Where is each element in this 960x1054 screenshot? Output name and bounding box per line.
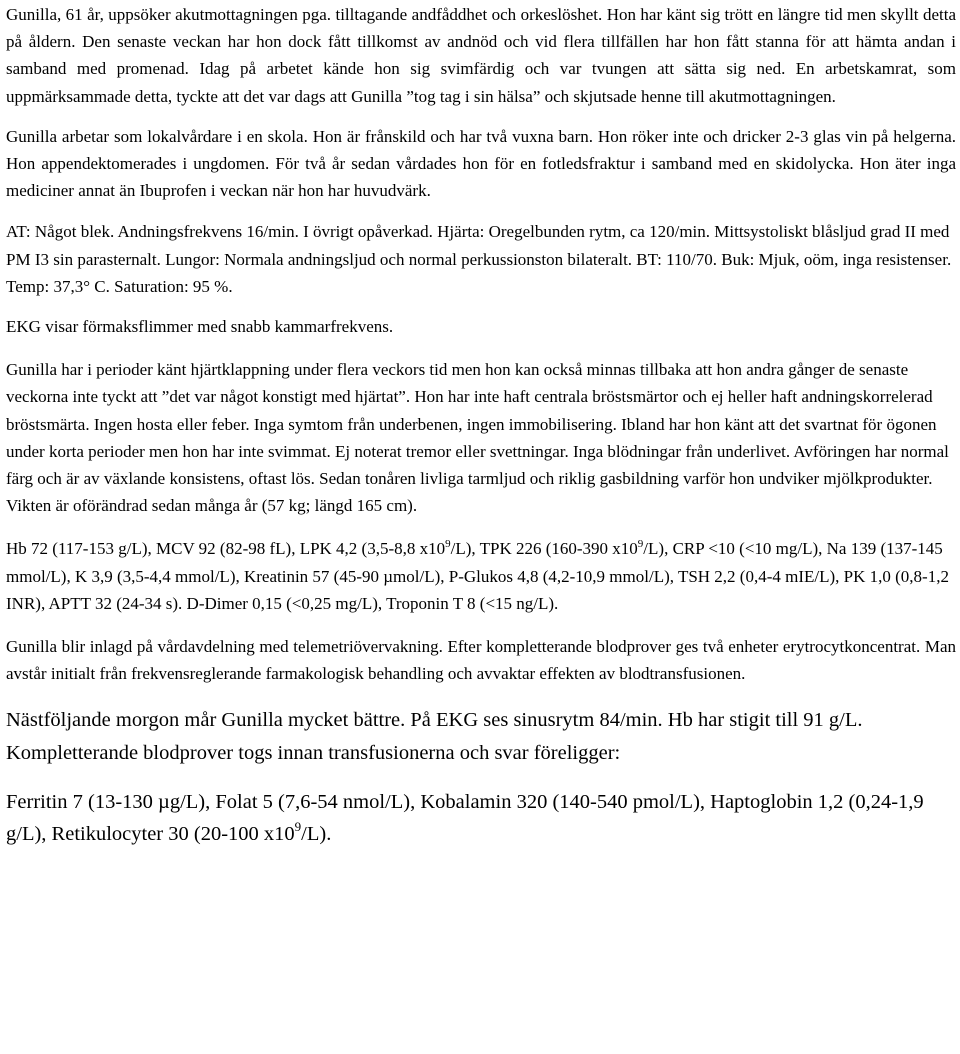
case-intro-paragraph: Gunilla, 61 år, uppsöker akutmottagningen pga. tilltagande andfåddhet och orkeslöshet. Hon har känt sig trött en längre tid men skyllt detta på åldern. Den senaste veckan har hon dock fått tillkomst av andnöd och vid flera tillfällen har hon fått stanna för att hämta andan i samband med promenad. Idag på arbetet kände hon sig svimfärdig och var tvungen att sätta sig ned. En arbetskamrat, som uppmärksammade detta, tyckte att det var dags att Gunilla ”tog tag i sin hälsa” och skjutsade henne till akutmottagningen. xyxy=(6,5,956,106)
exponent: 9 xyxy=(445,538,451,551)
exponent: 9 xyxy=(294,819,302,835)
document-page xyxy=(0,1,960,850)
supplementary-labs-text: /L). xyxy=(301,823,332,846)
lab-results-text: Hb 72 (117-153 g/L), MCV 92 (82-98 fL), LPK 4,2 (3,5-8,8 x10 xyxy=(6,539,446,559)
supplementary-labs-text: Ferritin 7 (13-130 µg/L), Folat 5 (7,6-54 nmol/L), Kobalamin 320 (140-540 pmol/L), Haptoglobin 1,2 (0,24-1,9 g/L), Retikulocyter 30 (20-100 x10 xyxy=(6,791,924,846)
lab-results-text: /L), TPK 226 (160-390 x10 xyxy=(450,539,638,559)
lab-results-text: /L), CRP <10 (<10 mg/L), Na 139 (137-145 mmol/L), K 3,9 (3,5-4,4 mmol/L), Kreatinin 57 (45-90 µmol/L), P-Glukos 4,8 (4,2-10,9 mmol/L), TSH 2,2 (0,4-4 mIE/L), PK 1,0 (0,8-1,2 INR), APTT 32 (24-34 s). D-Dimer 0,15 (<0,25 mg/L), Troponin T 8 (<15 ng/L). xyxy=(6,539,949,613)
ekg-paragraph: EKG visar förmaksflimmer med snabb kammarfrekvens. xyxy=(6,317,394,337)
next-morning-paragraph: Nästföljande morgon mår Gunilla mycket bättre. På EKG ses sinusrytm 84/min. Hb har stigit till 91 g/L. Kompletterande blodprover togs innan transfusionerna och svar föreligger: xyxy=(6,709,863,765)
social-history-paragraph: Gunilla arbetar som lokalvårdare i en skola. Hon är frånskild och har två vuxna barn. Hon röker inte och dricker 2-3 glas vin på helgerna. Hon appendektomerades i ungdomen. För två år sedan vårdades hon för en fotledsfraktur i samband med en skidolycka. Hon äter inga mediciner annat än Ibuprofen i veckan när hon har huvudvärk. xyxy=(6,126,956,201)
exponent: 9 xyxy=(637,538,644,551)
admission-paragraph: Gunilla blir inlagd på vårdavdelning med telemetriövervakning. Efter kompletterande blodprover ges två enheter erytrocytkoncentrat. Man avstår initialt från frekvensreglerande farmakologisk behandling och avvaktar effekten av blodtransfusionen. xyxy=(6,637,956,684)
status-paragraph: AT: Något blek. Andningsfrekvens 16/min. I övrigt opåverkad. Hjärta: Oregelbunden rytm, ca 120/min. Mittsystoliskt blåsljud grad II med PM I3 sin parasternalt. Lungor: Normala andningsljud och normal perkussionston bilateralt. BT: 110/70. Buk: Mjuk, oöm, inga resistenser. Temp: 37,3° C. Saturation: 95 %. xyxy=(6,222,952,296)
history-details-paragraph: Gunilla har i perioder känt hjärtklappning under flera veckors tid men hon kan också minnas tillbaka att hon andra gånger de senaste veckorna inte tyckt att ”det var något konstigt med hjärtat”. Hon har inte haft centrala bröstsmärtor och ej heller haft andningskorrelerad bröstsmärta. Ingen hosta eller feber. Inga symtom från underbenen, ingen immobilisering. Ibland har hon känt att det svartnat för ögonen under korta perioder men hon har inte svimmat. Ej noterat tremor eller svettningar. Inga blödningar från underlivet. Avföringen har normal färg och är av växlande konsistens, oftast lös. Sedan tonåren livliga tarmljud och riklig gasbildning varför hon undviker mjölkprodukter. Vikten är oförändrad sedan många år (57 kg; längd 165 cm). xyxy=(6,360,949,516)
lab-results-paragraph xyxy=(6,535,956,617)
supplementary-labs-paragraph xyxy=(6,786,956,850)
